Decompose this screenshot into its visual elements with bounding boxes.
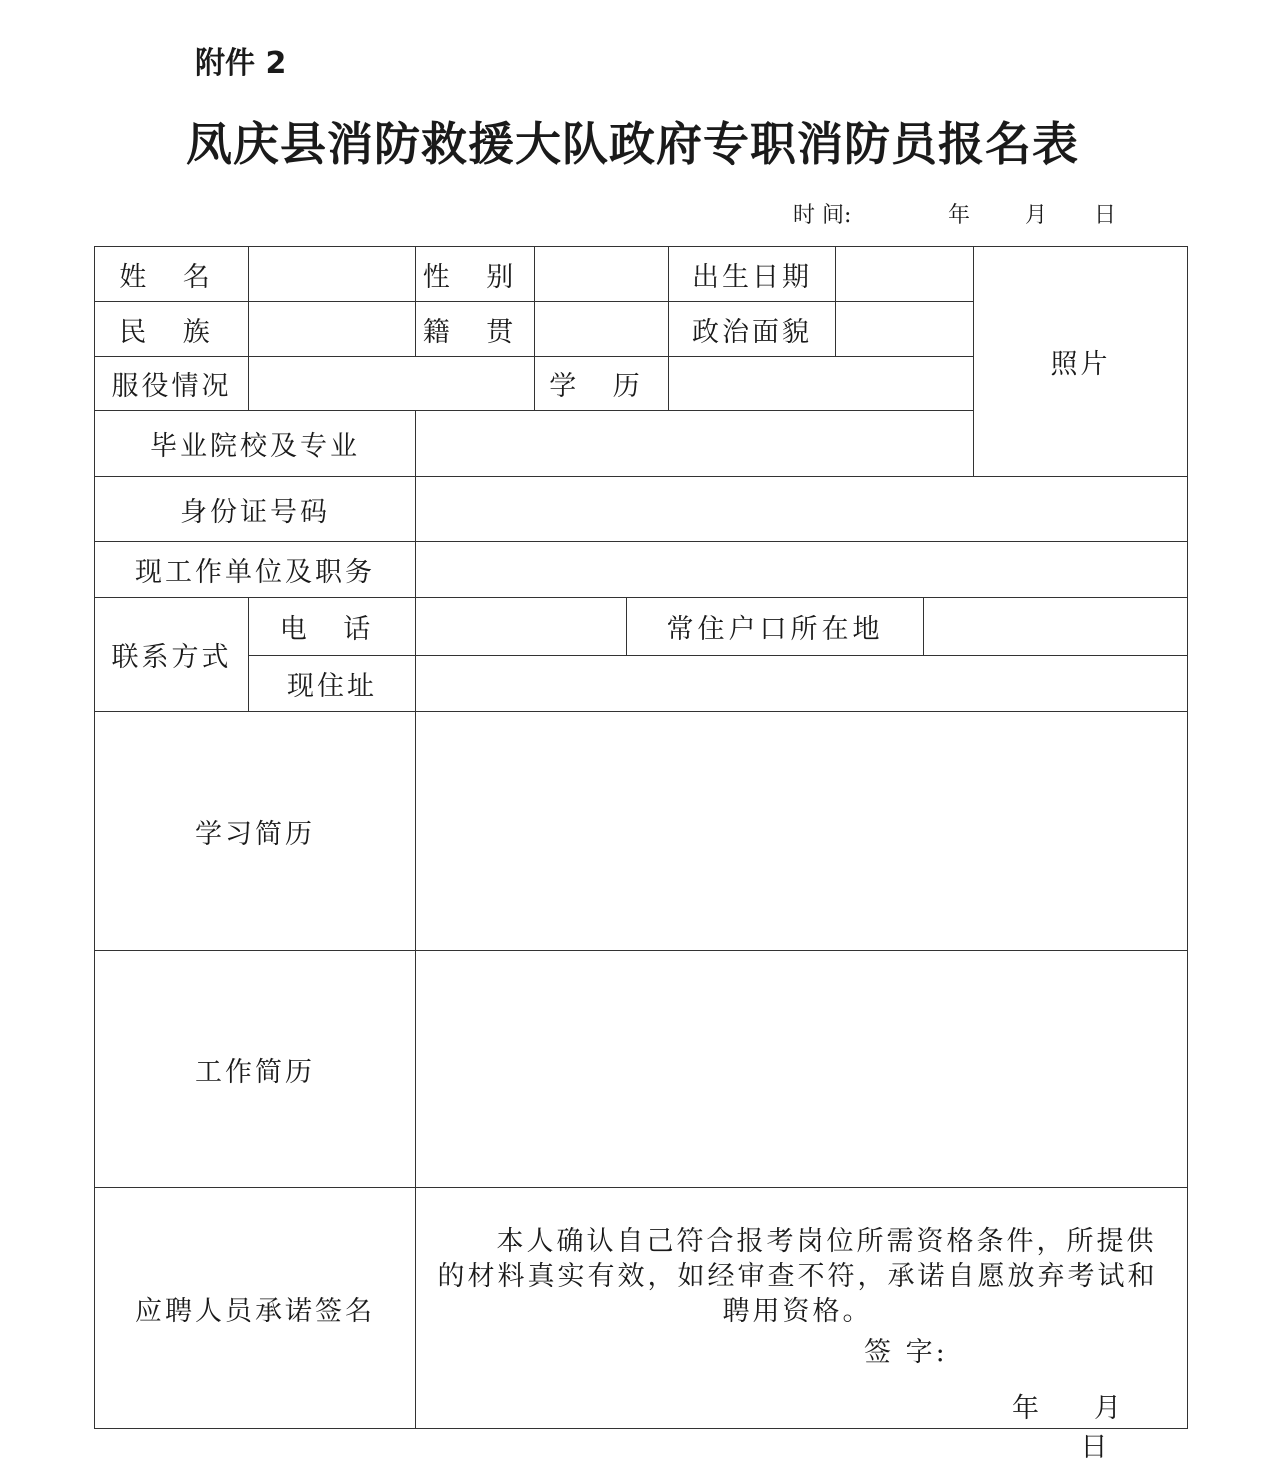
registration-form-table: [94, 246, 1188, 1463]
ethnicity-field[interactable]: [249, 302, 416, 357]
pledge-text: 本人确认自己符合报考岗位所需资格条件，所提供的材料真实有效，如经审查不符，承诺自愿放弃考试和聘用资格。: [437, 1226, 1158, 1327]
id-number-label: 身份证号码: [95, 477, 416, 542]
date-year: 年: [948, 203, 971, 228]
phone-label: 电 话: [249, 598, 416, 656]
work-unit-field[interactable]: [416, 542, 1188, 598]
photo-box[interactable]: 照片: [974, 247, 1188, 477]
id-number-field[interactable]: [416, 477, 1188, 542]
name-field[interactable]: [249, 247, 416, 302]
study-history-field[interactable]: [416, 712, 1188, 951]
table-row: [95, 656, 1188, 712]
birth-date-label: 出生日期: [669, 247, 836, 302]
native-place-field[interactable]: [535, 302, 669, 357]
pledge-cell[interactable]: [416, 1188, 1188, 1463]
table-row: [95, 247, 1188, 302]
work-history-label: 工作简历: [95, 951, 416, 1188]
education-field[interactable]: [669, 357, 974, 411]
pledge-label: 应聘人员承诺签名: [95, 1188, 416, 1429]
table-row: [95, 951, 1188, 1188]
education-label: 学 历: [535, 357, 669, 411]
signature-date: [1001, 1386, 1187, 1464]
birth-date-field[interactable]: [836, 247, 974, 302]
signature-label: 签 字:: [864, 1337, 948, 1368]
study-history-label: 学习简历: [95, 712, 416, 951]
contact-label: 联系方式: [95, 598, 249, 712]
gender-label: 性 别: [416, 247, 535, 302]
date-label: 时 间:: [793, 203, 852, 228]
native-place-label: 籍 贯: [416, 302, 535, 357]
form-title: 凤庆县消防救援大队政府专职消防员报名表: [186, 117, 1079, 171]
sign-month: 月: [1094, 1393, 1121, 1424]
ethnicity-label: 民 族: [95, 302, 249, 357]
sign-year: 年: [1012, 1393, 1039, 1424]
name-label: 姓 名: [95, 247, 249, 302]
political-status-field[interactable]: [836, 302, 974, 357]
military-service-field[interactable]: [249, 357, 535, 411]
table-row: [95, 598, 1188, 656]
date-day: 日: [1094, 203, 1117, 228]
attachment-label: 附件 2: [195, 46, 287, 81]
work-history-field[interactable]: [416, 951, 1188, 1188]
address-field[interactable]: [416, 656, 1188, 712]
table-row: [95, 1188, 1188, 1429]
work-unit-label: 现工作单位及职务: [95, 542, 416, 598]
phone-field[interactable]: [416, 598, 627, 656]
household-location-field[interactable]: [924, 598, 1188, 656]
date-month: 月: [1025, 203, 1048, 228]
sign-day: 日: [1080, 1432, 1108, 1463]
address-label: 现住址: [249, 656, 416, 712]
gender-field[interactable]: [535, 247, 669, 302]
household-location-label: 常住户口所在地: [627, 598, 924, 656]
table-row: [95, 542, 1188, 598]
military-service-label: 服役情况: [95, 357, 249, 411]
table-row: [95, 477, 1188, 542]
school-major-field[interactable]: [416, 411, 974, 477]
school-major-label: 毕业院校及专业: [95, 411, 416, 477]
political-status-label: 政治面貌: [669, 302, 836, 357]
table-row: [95, 712, 1188, 951]
